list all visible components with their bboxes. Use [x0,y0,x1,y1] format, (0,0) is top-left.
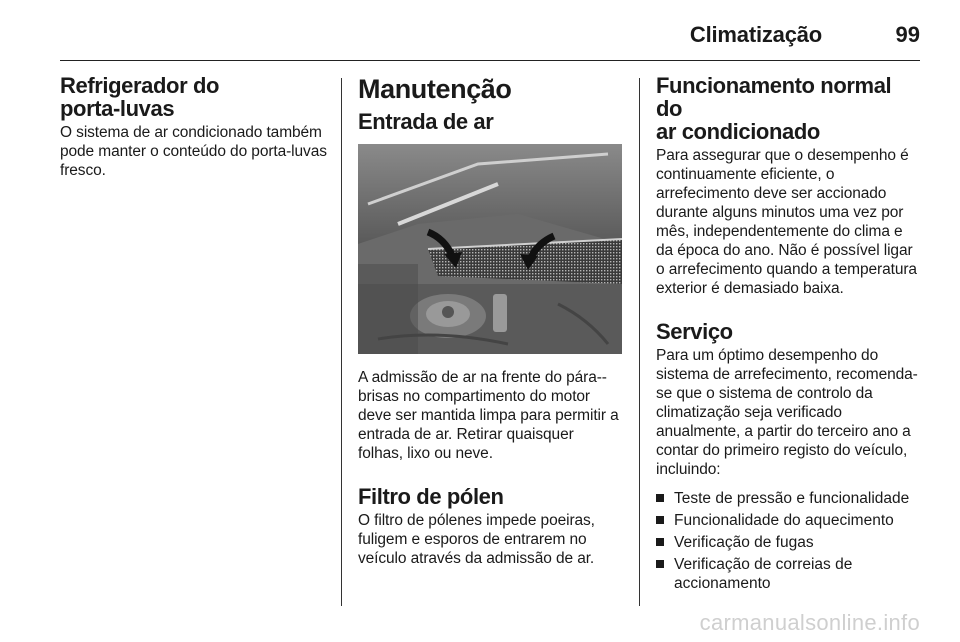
bullet-icon [656,516,664,524]
glovebox-text: O sistema de ar condicionado também pode manter o conteúdo do porta-luvas fresco. [60,124,327,179]
glovebox-heading [60,74,328,120]
air-intake-photo [358,144,622,354]
service-heading: Serviço [656,319,733,344]
bullet-icon [656,538,664,546]
section-title: Climatização [689,22,822,47]
running-header [60,14,920,54]
list-item-text: Verificação de fugas [674,534,814,551]
air-intake-heading: Entrada de ar [358,109,494,134]
column-maintenance [358,74,622,568]
ac-operation-heading [656,74,922,143]
list-item [656,489,922,508]
list-item [656,555,922,593]
pollen-filter-text: O filtro de pólenes impede poeiras, fuligem e esporos de entrarem no veículo através da admissão de ar. [358,512,595,567]
pollen-filter-heading: Filtro de pólen [358,484,504,509]
ac-operation-heading-line1: Funcionamento normal do [656,73,892,121]
maintenance-heading: Manutenção [358,74,512,104]
column-divider [639,78,640,606]
column-divider [341,78,342,606]
glovebox-heading-line1: Refrigerador do [60,73,220,98]
ac-operation-heading-line2: ar condicionado [656,119,820,144]
bullet-icon [656,494,664,502]
column-ac-operation [656,74,922,596]
list-item [656,533,922,552]
service-text: Para um óptimo desempenho do sistema de arrefecimento, recomenda-se que o sistema de controlo da climatização seja verificado anualmente, a partir do terceiro ano a contar do primeiro registo do veículo, incluindo: [656,347,918,478]
column-glovebox [60,74,328,180]
service-checklist [656,489,922,593]
list-item-text: Teste de pressão e funcionalidade [674,490,910,507]
list-item-text: Verificação de correias de accionamento [674,556,853,592]
ac-operation-text: Para assegurar que o desempenho é continuamente eficiente, o arrefecimento deve ser accionado durante alguns minutos uma vez por mês, independentemente do clima e da época do ano. Não é possível ligar o arrefecimento quando a temperatura exterior é demasiado baixa. [656,147,917,297]
page-number: 99 [895,22,920,47]
air-intake-text: A admissão de ar na frente do pára--brisas no compartimento do motor deve ser mantida limpa para permitir a entrada de ar. Retirar quaisquer folhas, lixo ou neve. [358,369,619,462]
bullet-icon [656,560,664,568]
list-item-text: Funcionalidade do aquecimento [674,512,894,529]
list-item [656,511,922,530]
header-rule [60,60,920,61]
watermark: carmanualsonline.info [699,610,920,635]
glovebox-heading-line2: porta-luvas [60,96,175,121]
